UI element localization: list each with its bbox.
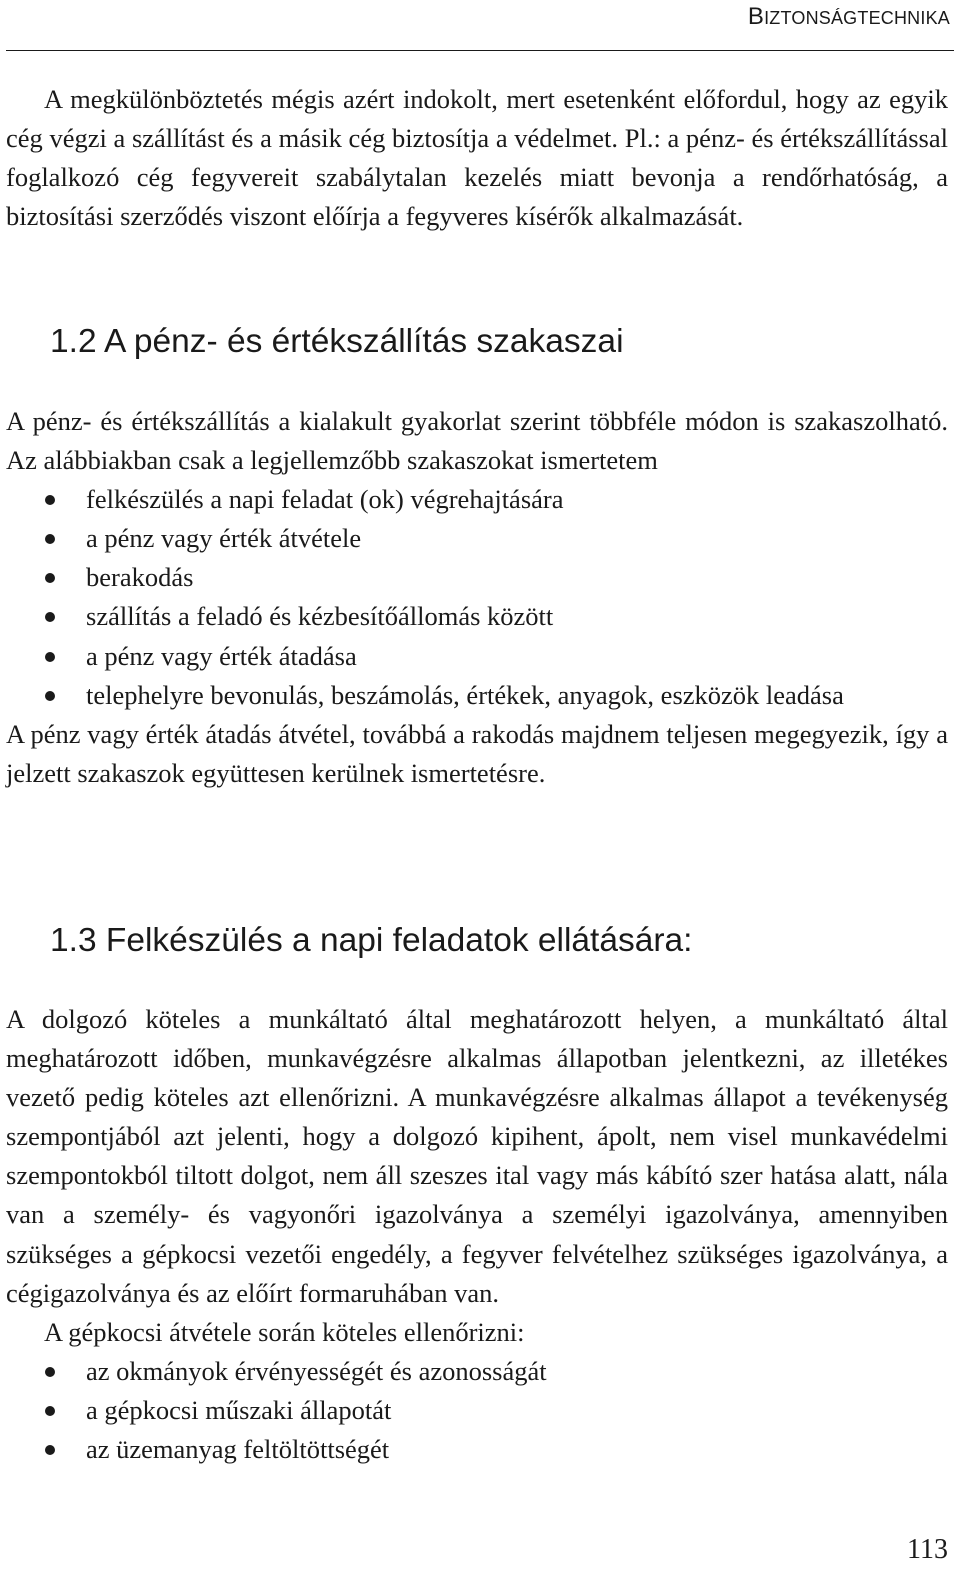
section-1-3-bullet-list	[6, 1352, 948, 1469]
header-rule	[6, 50, 954, 51]
intro-paragraph: A megkülönböztetés mégis azért indokolt, mert esetenként előfordul, hogy az egyik cég végzi a szállítást és a másik cég biztosítja a védelmet. Pl.: a pénz- és értékszállítással foglalkozó cég fegyvereit szabálytalan kezelés miatt bevonja a rendőrhatóság, a biztosítási szerződés viszont előírja a fegyveres kísérők alkalmazását.	[6, 84, 948, 232]
list-item: felkészülés a napi feladat (ok) végrehajtására	[6, 480, 948, 519]
list-item: a pénz vagy érték átvétele	[6, 519, 948, 558]
intro-block	[6, 80, 948, 236]
running-header	[748, 0, 950, 40]
section-1-2-paragraph: A pénz- és értékszállítás a kialakult gyakorlat szerint többféle módon is szakaszolható. Az alábbiakban csak a legjellemzőbb szakaszokat ismertetem	[6, 406, 948, 476]
running-header-rest: IZTONSÁGTECHNIKA	[764, 8, 950, 28]
section-1-2-body	[6, 402, 948, 793]
section-1-2-heading: 1.2 A pénz- és értékszállítás szakaszai	[50, 323, 624, 360]
section-1-3-paragraph: A dolgozó köteles a munkáltató által meghatározott helyen, a munkáltató által meghatározott időben, munkavégzésre alkalmas állapotban jelentkezni, az illetékes vezető pedig köteles azt ellenőrizni. A munkavégzésre alkalmas állapot a tevékenység szempontjából azt jelenti, hogy a dolgozó kipihent, ápolt, nem visel munkavédelmi szempontokból tiltott dolgot, nem áll szeszes ital vagy más kábító szer hatása alatt, nála van a személy- és vagyonőri igazolványa a személyi igazolványa, amennyiben szükséges a gépkocsi vezetői engedély, a fegyver felvételhez szükséges igazolványa, a cégigazolványa és az előírt formaruhában van.	[6, 1004, 948, 1308]
page-number: 113	[907, 1534, 948, 1565]
list-item: az okmányok érvényességét és azonosságát	[6, 1352, 948, 1391]
list-item: a gépkocsi műszaki állapotát	[6, 1391, 948, 1430]
list-item: szállítás a feladó és kézbesítőállomás között	[6, 597, 948, 636]
section-1-3-body	[6, 1000, 948, 1469]
list-item: az üzemanyag feltöltöttségét	[6, 1430, 948, 1469]
list-item: telephelyre bevonulás, beszámolás, értékek, anyagok, eszközök leadása	[6, 676, 948, 715]
section-1-3-intro-line: A gépkocsi átvétele során köteles ellenőrizni:	[44, 1316, 525, 1347]
section-1-2-bullet-list	[6, 480, 948, 715]
section-1-3-heading: 1.3 Felkészülés a napi feladatok ellátására:	[50, 922, 693, 959]
section-1-2-closing: A pénz vagy érték átadás átvétel, továbbá a rakodás majdnem teljesen megegyezik, így a jelzett szakaszok együttesen kerülnek ismertetésre.	[6, 718, 948, 788]
running-header-initial: B	[747, 3, 765, 30]
list-item: a pénz vagy érték átadása	[6, 637, 948, 676]
list-item: berakodás	[6, 558, 948, 597]
